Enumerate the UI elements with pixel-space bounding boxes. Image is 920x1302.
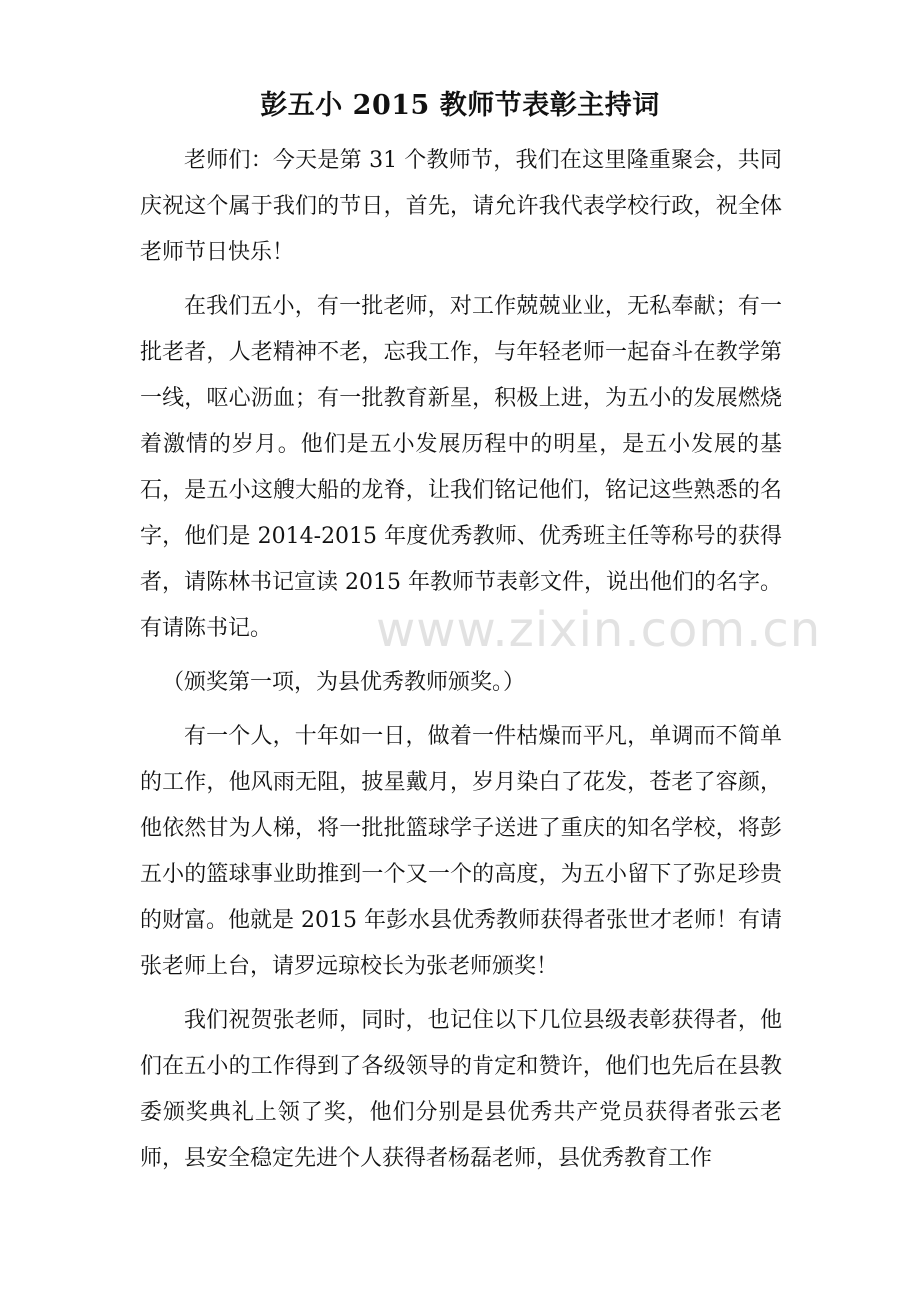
- paragraph-congratulations: 我们祝贺张老师，同时，也记住以下几位县级表彰获得者，他们在五小的工作得到了各级领导的肯定和赞许，他们也先后在县教委颁奖典礼上领了奖，他们分别是县优秀共产党员获得者张云老师，县安全稳定先进个人获得者杨磊老师，县优秀教育工作: [140, 1008, 782, 1171]
- watermark: www.zixin.com.cn: [376, 602, 822, 658]
- document-body: [140, 138, 782, 1190]
- paragraph-award-note: （颁奖第一项，为县优秀教师颁奖。）: [162, 670, 526, 695]
- document-title: 彭五小 2015 教师节表彰主持词: [260, 90, 660, 121]
- paragraph-award-presentation: 有一个人，十年如一日，做着一件枯燥而平凡，单调而不简单的工作，他风雨无阻，披星戴月，岁月染白了花发，苍老了容颜，他依然甘为人梯，将一批批篮球学子送进了重庆的知名学校，将彭五小的篮球事业助推到一个又一个的高度，为五小留下了弥足珍贵的财富。他就是 2015 年彭水县优秀教师获得者张世才老师！有请张老师上台，请罗远琼校长为张老师颁奖！: [140, 724, 782, 979]
- paragraph-greeting: 老师们：今天是第 31 个教师节，我们在这里隆重聚会，共同庆祝这个属于我们的节日，首先，请允许我代表学校行政，祝全体老师节日快乐！: [140, 148, 782, 265]
- paragraph-introduction: 在我们五小，有一批老师，对工作兢兢业业，无私奉献；有一批老者，人老精神不老，忘我工作，与年轻老师一起奋斗在教学第一线，呕心沥血；有一批教育新星，积极上进，为五小的发展燃烧着激情的岁月。他们是五小发展历程中的明星，是五小发展的基石，是五小这艘大船的龙脊，让我们铭记他们，铭记这些熟悉的名字，他们是 2014-2015 年度优秀教师、优秀班主任等称号的获得者，请陈林书记宣读 2015 年教师节表彰文件，说出他们的名字。有请陈书记。: [140, 294, 782, 641]
